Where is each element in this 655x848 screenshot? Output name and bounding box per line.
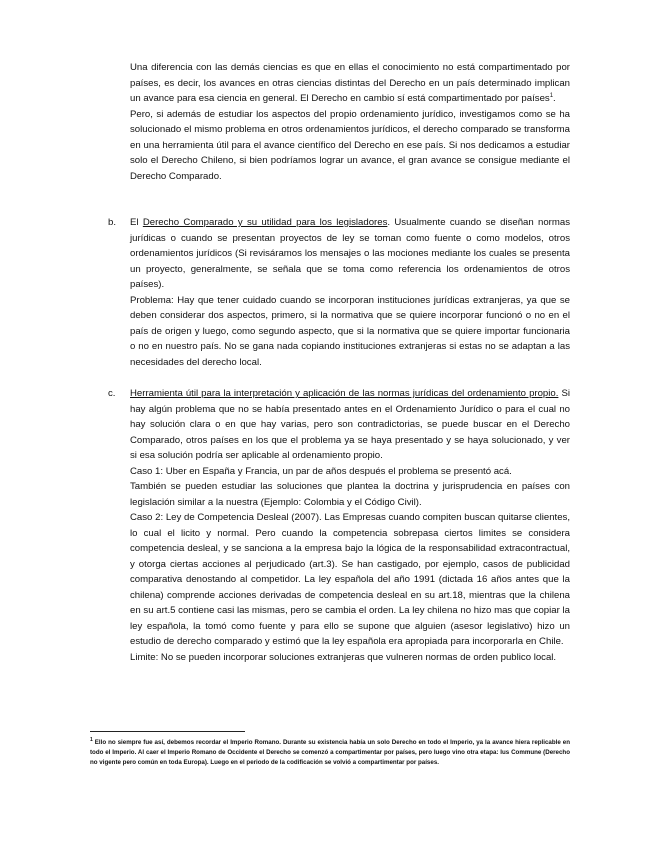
case-1: Caso 1: Uber en España y Francia, un par de años después el problema se presentó acá. [130, 465, 512, 477]
list-item-b [108, 215, 570, 370]
list-marker-c: c. [108, 388, 116, 399]
footnote-divider [90, 731, 245, 732]
footnote-marker: 1 [90, 736, 93, 743]
item-b-problem: Problema: Hay que tener cuidado cuando se incorporan instituciones jurídicas extranjeras, ya que se deben considerar dos aspectos, primero, si la normativa que se quiere incorporar funcionó o no en el país de origen y luego, como segundo aspecto, que si la normativa que se quiere importar funcionaria o no en nuestro país. No se gana nada copiando instituciones extranjeras si estas no se adaptan a las necesidades del derecho local. [130, 294, 570, 368]
intro-paragraph [130, 60, 570, 107]
item-b-lead: El [130, 217, 143, 228]
item-c-text: Si hay algún problema que no se había presentado antes en el Ordenamiento Jurídico o para el cual no hay solución clara o en que hay varias, pero son contradictorias, se puede buscar en el Derecho Comparado, otros países en los que el problema ya se haya presentado y se haya solucionado, y ver si esa solución podría ser aplicable al ordenamiento propio. [130, 388, 570, 461]
list-item-c [108, 386, 570, 665]
section-intro [130, 60, 570, 184]
list-marker-b: b. [108, 217, 117, 228]
comparative-paragraph: Pero, si además de estudiar los aspectos del propio ordenamiento jurídico, investigamos como se ha solucionado el mismo problema en otros ordenamientos jurídicos, el derecho comparado se transforma en una herramienta útil para el avance científico del Derecho en ese país. Si nos dedicamos a estudiar solo el Derecho Chileno, si bien podríamos lograr un avance, el gran avance se consigue mediante el Derecho Comparado. [130, 108, 570, 182]
footnote-reference[interactable]: 1 [549, 92, 554, 99]
case-2: Caso 2: Ley de Competencia Desleal (2007). Las Empresas cuando compiten buscan quitarse clientes, lo cual el licito y normal. Pero cuando la competencia sobrepasa ciertos limites se considera competencia desleal, y se sanciona a la empresa bajo la lógica de la responsabilidad extracontractual, y otorga ciertas acciones al perjudicado (art.3). Se han castigado, por ejemplo, casos de publicidad comparativa denostando al competidor. La ley española del año 1991 (dictada 16 años antes que la chilena) comprende acciones derivadas de competencia desleal en su art.18, mientras que la chilena en su art.5 contiene casi las mismas, pero se cambia el orden. La ley chilena no hizo mas que copiar la ley española, la tomó como fuente y para ello se supone que alguien (asesor legislativo) hizo un estudio de derecho comparado y estimó que la ley española era apropiada para incorporarla en Chile. [130, 512, 570, 647]
item-b-heading: Derecho Comparado y su utilidad para los legisladores [142, 217, 388, 228]
footnote [90, 738, 570, 768]
intro-text-end: . [553, 93, 556, 104]
limit-note: Limite: No se pueden incorporar soluciones extranjeras que vulneren normas de orden publico local. [130, 651, 557, 663]
item-b-text: . Usualmente cuando se diseñan normas jurídicas o cuando se presentan proyectos de ley se toman como fuente o como modelos, otros ordenamientos jurídicos (Si revisáramos los mensajes o las mociones mediante los cuales se presenta un proyecto, generalmente, se señala que se toma como referencia los ordenamientos de otros países). [130, 217, 570, 290]
footnote-text: Ello no siempre fue así, debemos recordar el Imperio Romano. Durante su existencia había un solo Derecho en todo el Imperio, ya la avance hiera replicable en todo el Imperio. Al caer el Imperio Romano de Occidente el Derecho se comenzó a compartimentar por países, pero luego vino otra etapa: Ius Commune (Derecho no vigente pero común en toda Europa). Luego en el periodo de la codificación se volvió a compartimentar por países. [90, 739, 570, 766]
intro-text: Una diferencia con las demás ciencias es que en ellas el conocimiento no está compartimentado por países, es decir, los avances en otras ciencias distintas del Derecho en un país determinado implican un avance para esa ciencia en general. El Derecho en cambio sí está compartimentado por países [130, 62, 570, 104]
doctrine-note: También se pueden estudiar las soluciones que plantea la doctrina y jurisprudencia en países con legislación similar a la nuestra (Ejemplo: Colombia y el Código Civil). [130, 481, 570, 508]
item-b-paragraph [130, 215, 570, 293]
item-c-paragraph [130, 386, 570, 464]
item-c-heading: Herramienta útil para la interpretación y aplicación de las normas jurídicas del ordenamiento propio. [130, 388, 559, 399]
